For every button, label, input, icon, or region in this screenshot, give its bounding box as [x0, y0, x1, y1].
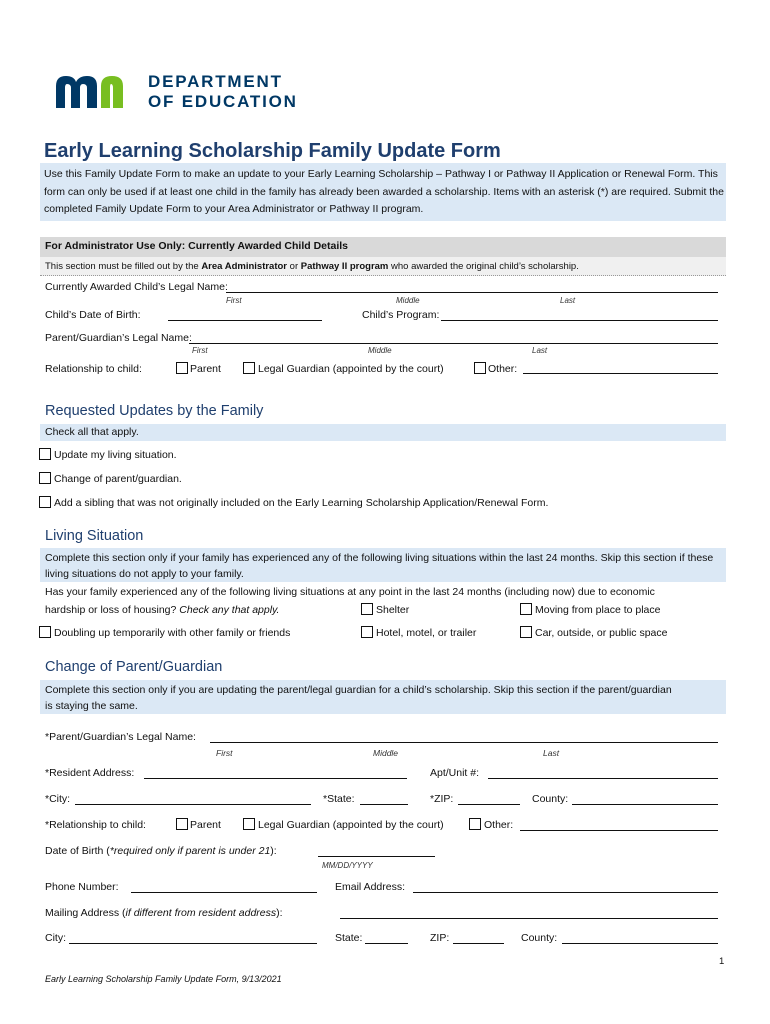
change-instruction: Complete this section only if you are updating the parent/legal guardian for a child’s scholarship. Skip this section if the parent/guardian is staying the same. — [45, 684, 672, 712]
new-other-checkbox[interactable] — [469, 818, 481, 830]
footer-form-name: Early Learning Scholarship Family Update Form, 9/13/2021 — [45, 974, 282, 984]
requested-updates-heading: Requested Updates by the Family — [45, 403, 264, 419]
zip-label: *ZIP: — [430, 793, 454, 805]
logo-text-department: DEPARTMENT — [148, 72, 283, 91]
state-field[interactable] — [360, 804, 408, 805]
admin-parent-checkbox[interactable] — [176, 362, 188, 374]
mailing-state-field[interactable] — [365, 943, 408, 944]
new-other-option-label: Other: — [484, 819, 514, 831]
child-name-last-caption: Last — [560, 296, 576, 305]
parent-name-middle-caption: Middle — [368, 346, 392, 355]
child-name-first-caption: First — [226, 296, 242, 305]
update-living-checkbox[interactable] — [39, 448, 51, 460]
mde-logo — [54, 72, 329, 112]
new-other-field[interactable] — [520, 830, 718, 831]
living-question-line1: Has your family experienced any of the following living situations at any point in the last 24 months (including now) due to economic — [45, 586, 655, 598]
parent-legal-name-field[interactable] — [189, 343, 718, 344]
admin-other-field[interactable] — [523, 373, 718, 374]
new-parent-first-caption: First — [216, 748, 233, 758]
add-sibling-checkbox[interactable] — [39, 496, 51, 508]
child-legal-name-field[interactable] — [226, 292, 718, 293]
child-dob-field[interactable] — [168, 320, 322, 321]
moving-label: Moving from place to place — [535, 604, 661, 616]
child-program-label: Child’s Program: — [362, 309, 440, 321]
intro-text: Use this Family Update Form to make an update to your Early Learning Scholarship – Pathway I or Pathway II Application or Renewal Form. This form can only be used if at least one child in the family has already been awarded a scholarship. Items with an asterisk (*) are required. Submit the completed Family Update Form to your Area Administrator or Pathway II program. — [44, 168, 724, 215]
admin-guardian-checkbox[interactable] — [243, 362, 255, 374]
update-living-label: Update my living situation. — [54, 449, 177, 461]
car-label: Car, outside, or public space — [535, 627, 668, 639]
new-relationship-label: *Relationship to child: — [45, 819, 146, 831]
admin-other-checkbox[interactable] — [474, 362, 486, 374]
admin-parent-label: Parent — [190, 363, 221, 375]
child-name-middle-caption: Middle — [396, 296, 420, 305]
mailing-zip-field[interactable] — [453, 943, 504, 944]
car-checkbox[interactable] — [520, 626, 532, 638]
admin-relationship-label: Relationship to child: — [45, 363, 142, 375]
email-label: Email Address: — [335, 881, 406, 893]
new-parent-name-label: *Parent/Guardian’s Legal Name: — [45, 731, 196, 743]
change-parent-label: Change of parent/guardian. — [54, 473, 182, 485]
shelter-checkbox[interactable] — [361, 603, 373, 615]
resident-address-label: *Resident Address: — [45, 767, 135, 779]
email-field[interactable] — [413, 892, 718, 893]
phone-field[interactable] — [131, 892, 317, 893]
mailing-city-field[interactable] — [69, 943, 317, 944]
admin-heading: For Administrator Use Only: Currently Awarded Child Details — [45, 240, 348, 252]
living-situation-heading: Living Situation — [45, 528, 144, 544]
requested-instruction-band — [40, 424, 726, 441]
doubling-checkbox[interactable] — [39, 626, 51, 638]
county-field[interactable] — [572, 804, 718, 805]
phone-label: Phone Number: — [45, 881, 119, 893]
child-dob-label: Child’s Date of Birth: — [45, 309, 141, 321]
mailing-city-label: City: — [45, 932, 66, 944]
add-sibling-label: Add a sibling that was not originally included on the Early Learning Scholarship Application/Renewal Form. — [54, 497, 549, 509]
child-program-field[interactable] — [441, 320, 718, 321]
new-parent-checkbox[interactable] — [176, 818, 188, 830]
zip-field[interactable] — [458, 804, 520, 805]
admin-guardian-label: Legal Guardian (appointed by the court) — [258, 363, 444, 375]
new-guardian-option-label: Legal Guardian (appointed by the court) — [258, 819, 444, 831]
hotel-label: Hotel, motel, or trailer — [376, 627, 477, 639]
new-guardian-checkbox[interactable] — [243, 818, 255, 830]
logo-text-education: OF EDUCATION — [148, 92, 298, 111]
mailing-address-field[interactable] — [340, 918, 718, 919]
doubling-label: Doubling up temporarily with other family or friends — [54, 627, 291, 639]
admin-note: This section must be filled out by the Area Administrator or Pathway II program who awarded the original child’s scholarship. — [45, 261, 579, 272]
dob-format-caption: MM/DD/YYYY — [322, 861, 373, 870]
city-label: *City: — [45, 793, 71, 805]
requested-instruction: Check all that apply. — [45, 426, 139, 438]
hotel-checkbox[interactable] — [361, 626, 373, 638]
county-label: County: — [532, 793, 569, 805]
mn-logo-mark — [54, 72, 140, 110]
page-number: 1 — [719, 956, 725, 967]
change-parent-checkbox[interactable] — [39, 472, 51, 484]
new-parent-option-label: Parent — [190, 819, 221, 831]
shelter-label: Shelter — [376, 604, 410, 616]
new-parent-last-caption: Last — [543, 748, 560, 758]
mailing-zip-label: ZIP: — [430, 932, 450, 944]
living-question-line2: hardship or loss of housing? Check any that apply. — [45, 604, 280, 616]
mailing-address-label: Mailing Address (if different from resident address): — [45, 907, 283, 919]
living-instruction: Complete this section only if your family has experienced any of the following living situations within the last 24 months. Skip this section if these living situations do not apply to your family. — [45, 552, 714, 580]
mailing-state-label: State: — [335, 932, 363, 944]
parent-dob-field[interactable] — [318, 856, 435, 857]
parent-dob-label: Date of Birth (*required only if parent is under 21): — [45, 845, 277, 857]
change-parent-heading: Change of Parent/Guardian — [45, 659, 223, 675]
resident-address-field[interactable] — [144, 778, 407, 779]
admin-other-label: Other: — [488, 363, 518, 375]
page-title: Early Learning Scholarship Family Update Form — [44, 140, 501, 162]
mailing-county-field[interactable] — [562, 943, 718, 944]
moving-checkbox[interactable] — [520, 603, 532, 615]
apt-unit-label: Apt/Unit #: — [430, 767, 480, 779]
parent-legal-name-label: Parent/Guardian’s Legal Name: — [45, 332, 192, 344]
mailing-county-label: County: — [521, 932, 558, 944]
child-legal-name-label: Currently Awarded Child’s Legal Name: — [45, 281, 228, 293]
new-parent-name-field[interactable] — [210, 742, 718, 743]
apt-unit-field[interactable] — [488, 778, 718, 779]
state-label: *State: — [323, 793, 355, 805]
city-field[interactable] — [75, 804, 311, 805]
parent-name-first-caption: First — [192, 346, 208, 355]
new-parent-middle-caption: Middle — [373, 748, 399, 758]
parent-name-last-caption: Last — [532, 346, 548, 355]
